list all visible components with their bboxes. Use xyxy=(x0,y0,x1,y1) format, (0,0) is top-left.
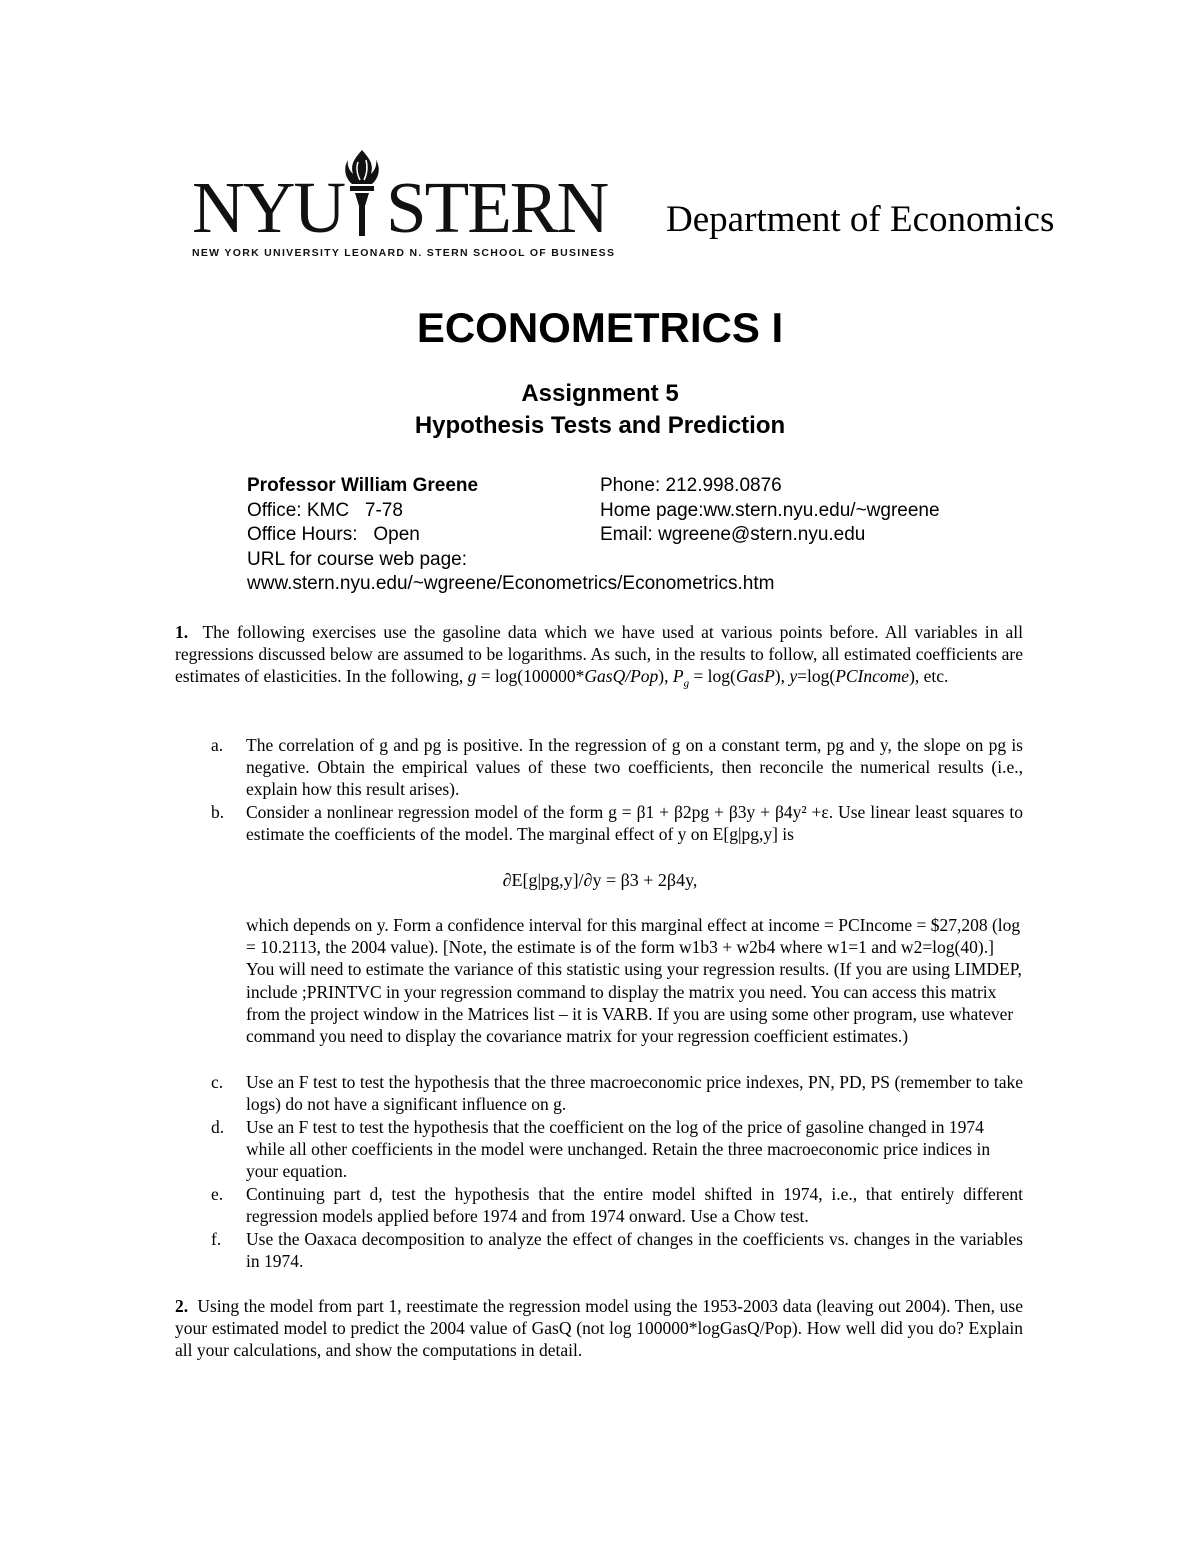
assignment-number: Assignment 5 xyxy=(521,380,679,407)
part-c-label: c. xyxy=(211,1072,224,1092)
part-a-label: a. xyxy=(211,735,224,755)
url-label: URL for course web page: xyxy=(247,548,468,570)
part-a-text: The correlation of g and pg is positive. In the regression of g on a constant term, pg and y, the slope on pg is negative. Obtain the empirical values of these two coefficients, then reconcile the numerical results (i.e., explain how this result arises). xyxy=(246,735,1023,800)
part-c-text: Use an F test to test the hypothesis that the three macroeconomic price indexes, PN, PD, PS (remember to take logs) do not have a significant influence on g. xyxy=(246,1072,1023,1115)
question-2-number: 2. xyxy=(175,1296,189,1316)
part-e-text: Continuing part d, test the hypothesis that the entire model shifted in 1974, i.e., that entirely different regression models applied before 1974 and from 1974 onward. Use a Chow test. xyxy=(246,1184,1023,1227)
part-b-text: Consider a nonlinear regression model of the form g = β1 + β2pg + β3y + β4y² +ε. Use linear least squares to estimate the coefficients of the model. The marginal effect of y on E[g|pg,y] is xyxy=(246,802,1023,845)
question-1-intro: 1. The following exercises use the gasoline data which we have used at various points before. All variables in all regressions discussed below are assumed to be logarithms. As such, in the results to follow, all estimated coefficients are estimates of elasticities. In the following, g = log(100000*GasQ/Pop), $P_g$ = log(GasP), y=log(PCIncome), etc. xyxy=(175,622,1023,690)
assignment-subtitle: Hypothesis Tests and Prediction xyxy=(414,412,786,439)
logo-nyu-text: NYU xyxy=(192,167,345,248)
course-title: ECONOMETRICS I xyxy=(416,304,784,351)
logo-subtitle: NEW YORK UNIVERSITY LEONARD N. STERN SCHOOL OF BUSINESS xyxy=(192,247,616,259)
department-name: Department of Economics xyxy=(666,199,1055,240)
part-f-label: f. xyxy=(211,1229,222,1249)
nyu-stern-logo xyxy=(192,148,616,266)
phone: Phone: 212.998.0876 xyxy=(600,475,782,496)
logo-stern-text: STERN xyxy=(386,167,608,248)
part-d-label: d. xyxy=(211,1117,225,1137)
marginal-effect-formula: ∂E[g|pg,y]/∂y = β3 + 2β4y, xyxy=(502,870,698,890)
home-page: Home page:ww.stern.nyu.edu/~wgreene xyxy=(600,499,940,521)
part-f-text: Use the Oaxaca decomposition to analyze the effect of changes in the coefficients vs. changes in the variables in 1974. xyxy=(246,1229,1023,1272)
email: Email: wgreene@stern.nyu.edu xyxy=(600,524,866,545)
assignment-heading xyxy=(0,378,1200,442)
part-e-label: e. xyxy=(211,1184,224,1204)
torch-icon xyxy=(340,148,384,240)
part-d-text: Use an F test to test the hypothesis that the coefficient on the log of the price of gasoline changed in 1974 while all other coefficients in the model were unchanged. Retain the three macroeconomic price indices in your equation. xyxy=(246,1117,991,1182)
professor-name: Professor William Greene xyxy=(247,475,479,496)
office-location: Office: KMC 7-78 xyxy=(247,499,403,521)
contact-right-column xyxy=(600,474,940,548)
part-b-label: b. xyxy=(211,802,225,822)
office-hours: Office Hours: Open xyxy=(247,524,420,545)
part-b-continuation: which depends on y. Form a confidence interval for this marginal effect at income = PCIncome = $27,208 (log = 10.2113, the 2004 value). [Note, the estimate is of the form w1b3 + w2b4 where w1=1 and w2=log(40).] You will need to estimate the variance of this statistic using your regression results. (If you are using LIMDEP, include ;PRINTVC in your regression command to display the matrix you need. You can access this matrix from the project window in the Matrices list – it is VARB. If you are using some other program, use whatever command you need to display the covariance matrix for your regression coefficient estimates.) xyxy=(246,915,1022,1047)
course-url: www.stern.nyu.edu/~wgreene/Econometrics/Econometrics.htm xyxy=(247,573,775,594)
question-2 xyxy=(175,1295,1023,1362)
question-1-number: 1. xyxy=(175,622,189,642)
question-2-text: Using the model from part 1, reestimate the regression model using the 1953-2003 data (leaving out 2004). Then, use your estimated model to predict the 2004 value of GasQ (not log 100000*logGasQ/Pop). How well did you do? Explain all your calculations, and show the computations in detail. xyxy=(175,1296,1023,1361)
